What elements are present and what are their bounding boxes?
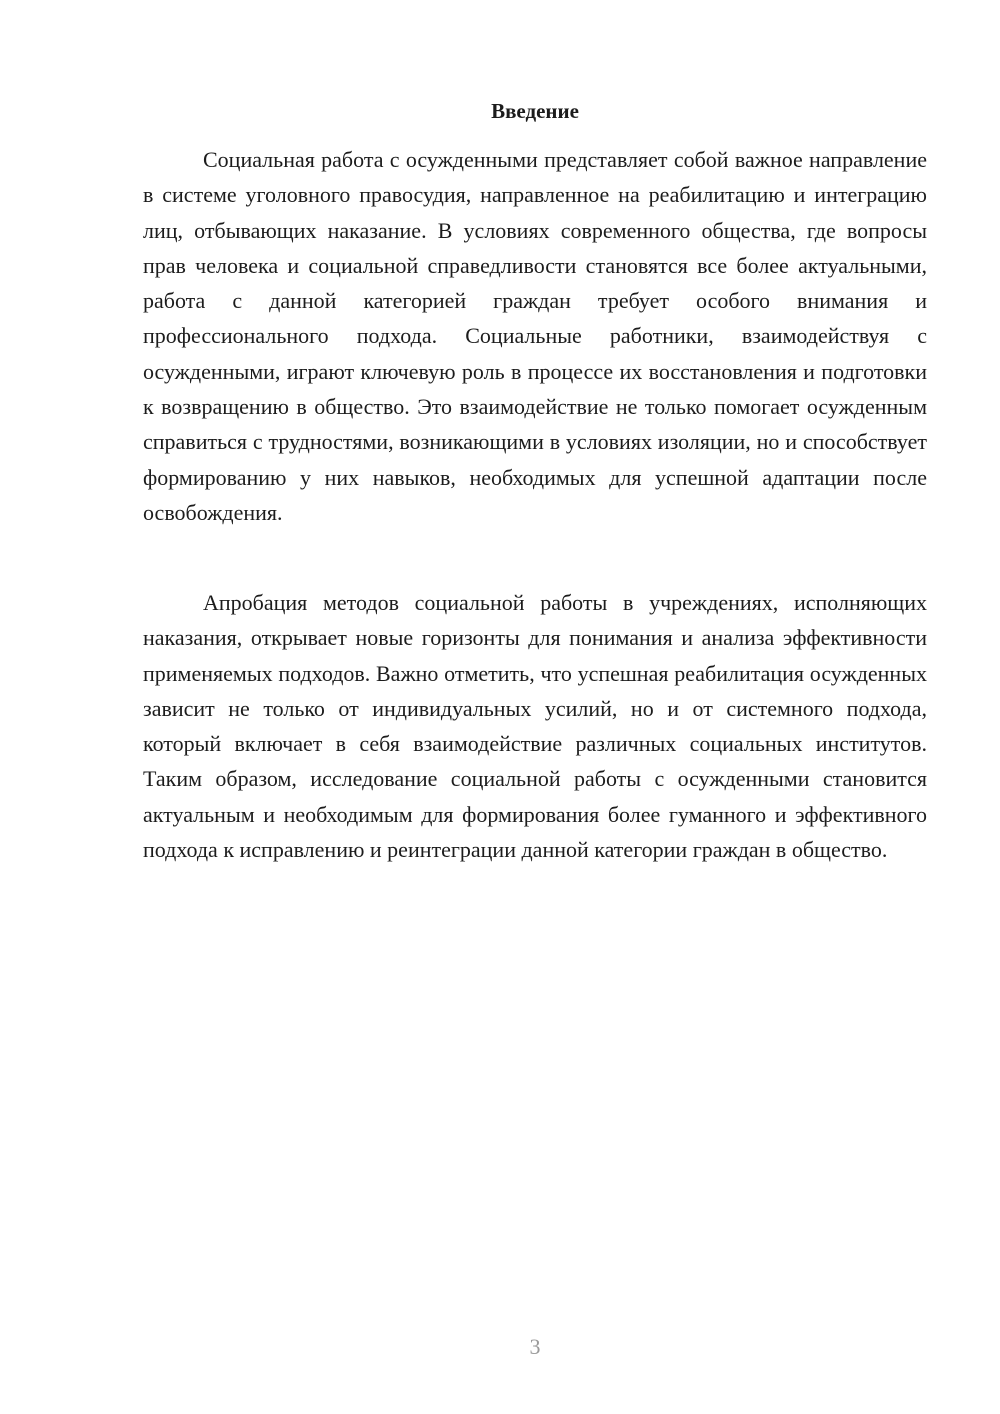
paragraph-1: Социальная работа с осужденными представляет собой важное направление в системе уголовного правосудия, направленное на реабилитацию и интеграцию лиц, отбывающих наказание. В условиях современного общества, где вопросы прав человека и социальной справедливости становятся все более актуальными, работа с данной категорией граждан требует особого внимания и профессионального подхода. Социальные работники, взаимодействуя с осужденными, играют ключевую роль в процессе их восстановления и подготовки к возвращению в общество. Это взаимодействие не только помогает осужденным справиться с трудностями, возникающими в условиях изоляции, но и способствует формированию у них навыков, необходимых для успешной адаптации после освобождения.	[143, 147, 927, 525]
page-number: 3	[529, 1334, 541, 1359]
paragraph-2: Апробация методов социальной работы в учреждениях, исполняющих наказания, открывает новые горизонты для понимания и анализа эффективности применяемых подходов. Важно отметить, что успешная реабилитация осужденных зависит не только от индивидуальных усилий, но и от системного подхода, который включает в себя взаимодействие различных социальных институтов. Таким образом, исследование социальной работы с осужденными становится актуальным и необходимым для формирования более гуманного и эффективного подхода к исправлению и реинтеграции данной категории граждан в общество.	[143, 590, 927, 863]
section-heading: Введение	[491, 99, 579, 123]
